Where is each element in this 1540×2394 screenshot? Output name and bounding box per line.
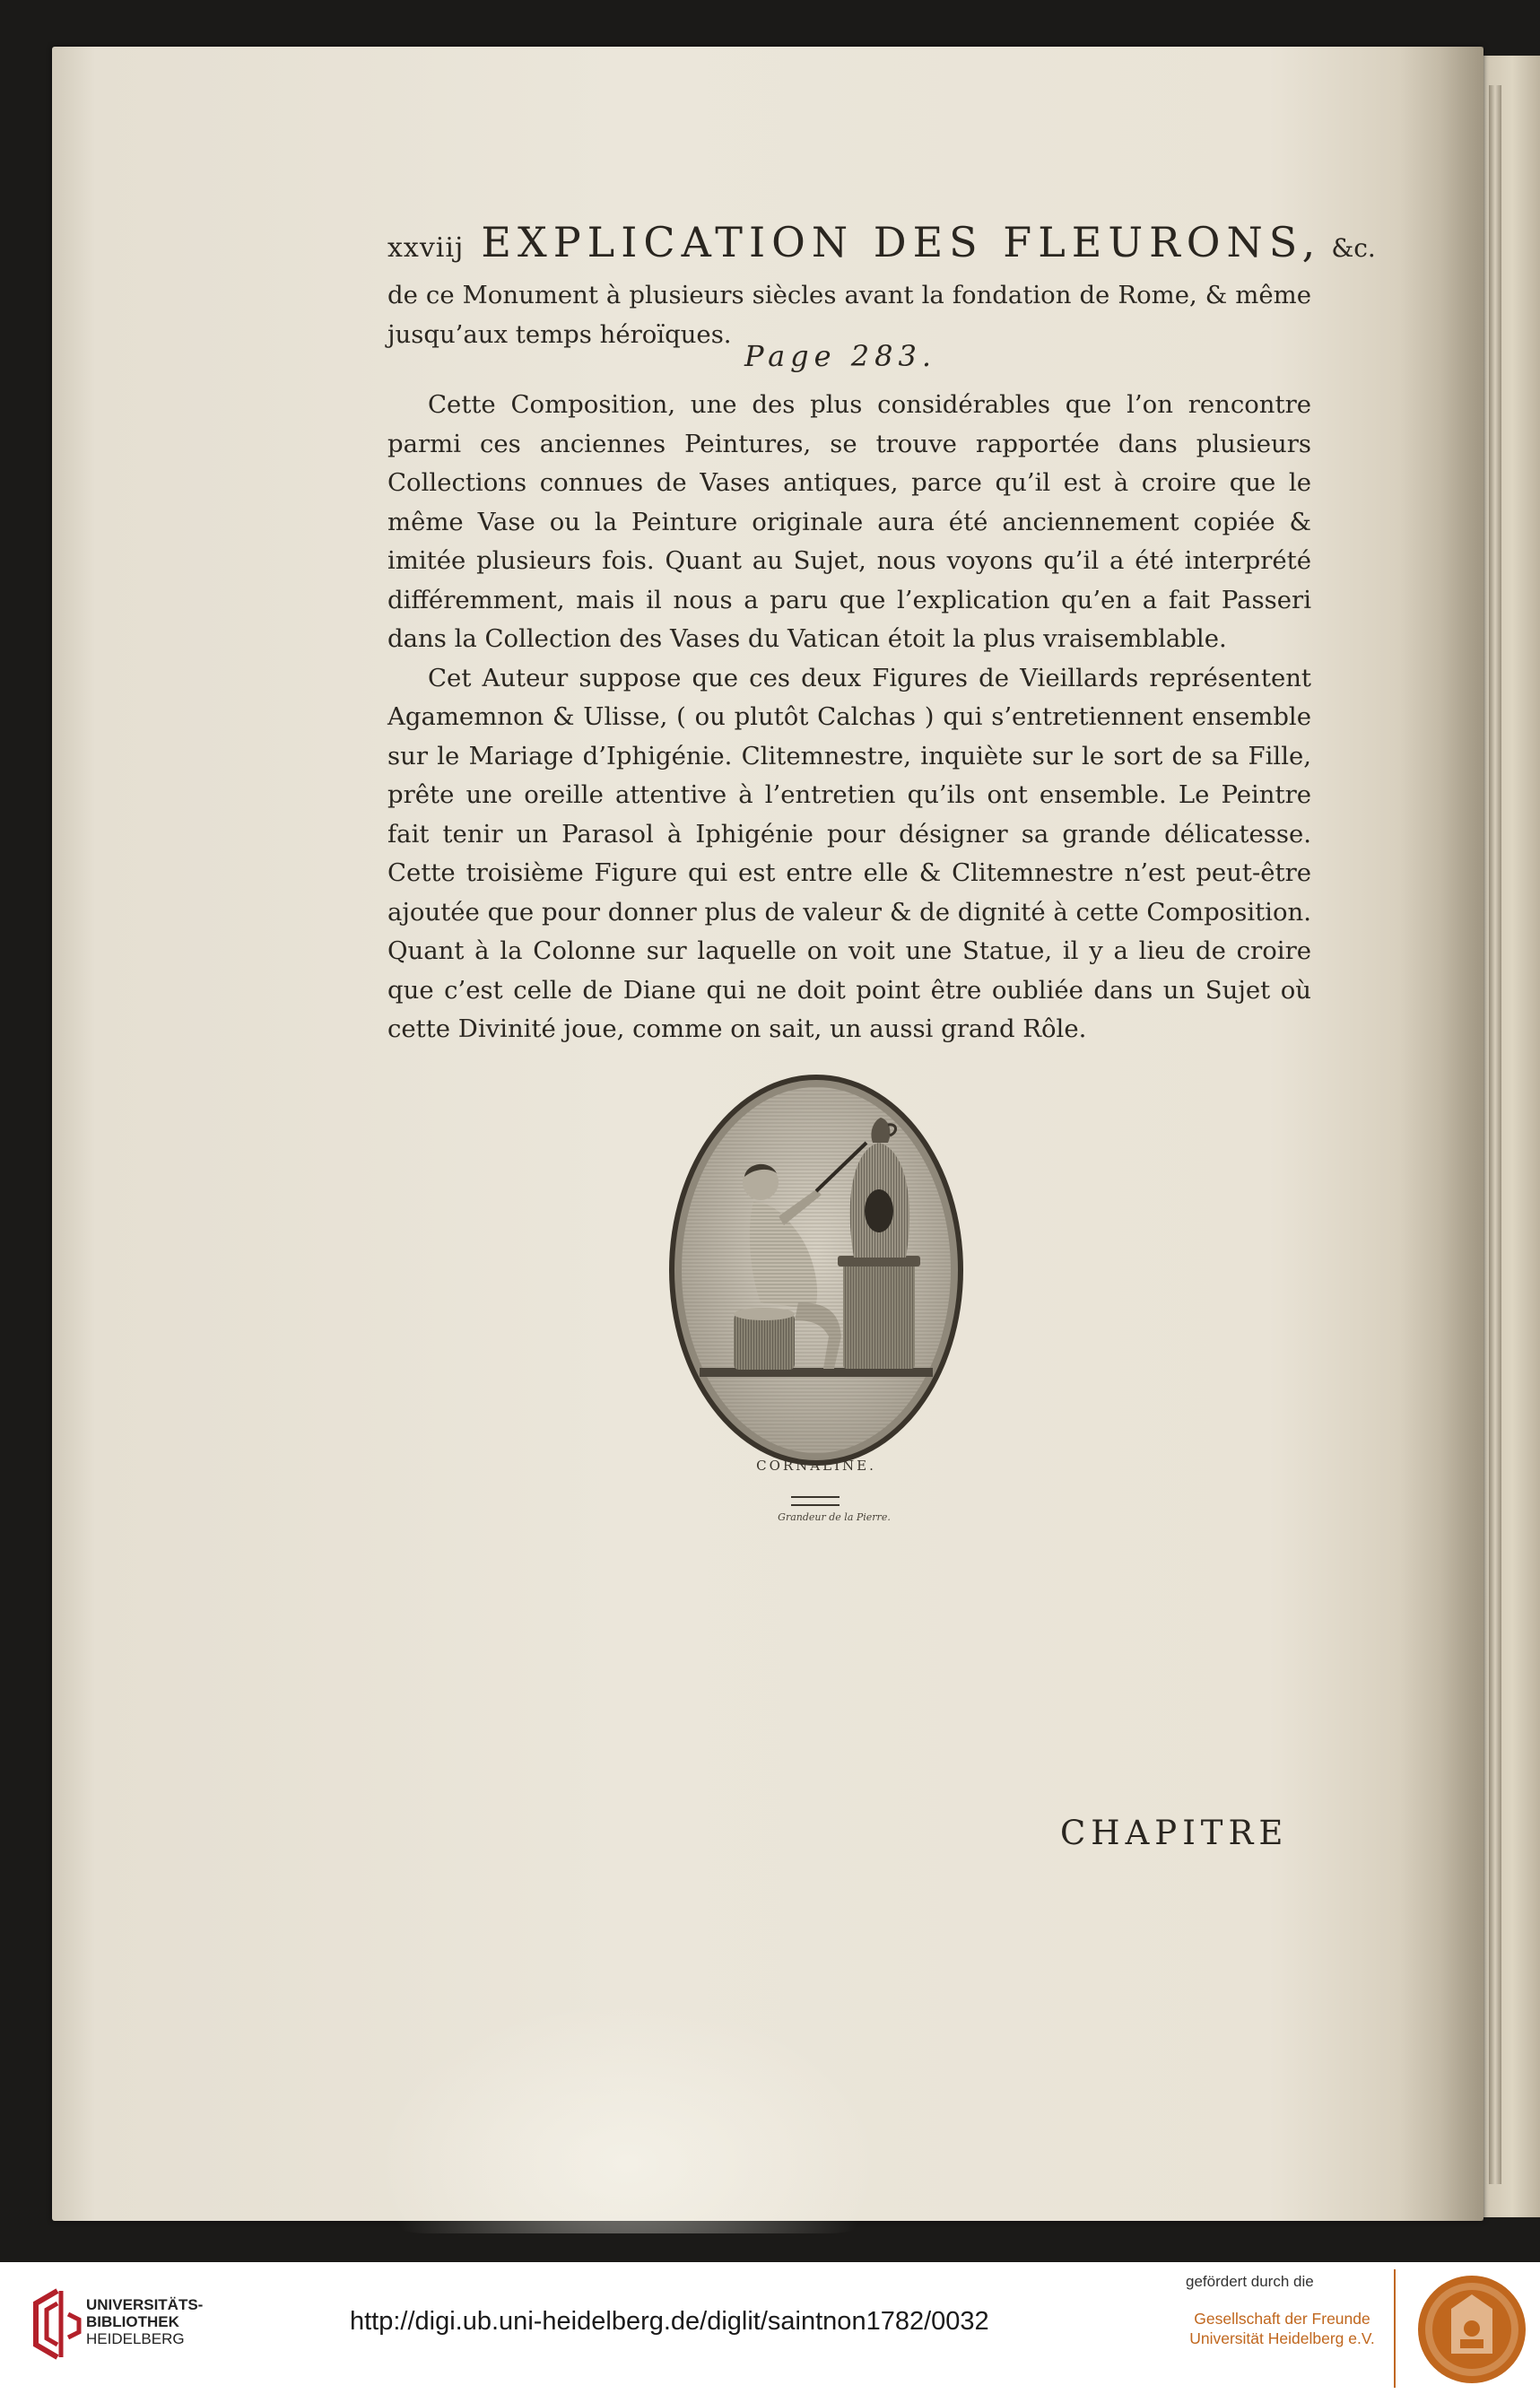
- cornaline-engraving: [664, 1067, 969, 1471]
- library-name-line1: UNIVERSITÄTS-: [86, 2296, 204, 2313]
- library-name-line2: BIBLIOTHEK: [86, 2313, 179, 2330]
- sponsor-line1: Gesellschaft der Freunde: [1194, 2310, 1370, 2328]
- facing-page-fold: [1489, 85, 1501, 2184]
- title-suffix: &c.: [1331, 233, 1376, 263]
- university-seal-icon: [1415, 2273, 1528, 2386]
- library-logo-icon: [30, 2287, 84, 2361]
- sponsor-intro: gefördert durch die: [1186, 2273, 1314, 2290]
- folio-number: xxviij: [387, 232, 465, 264]
- gem-illustration: [664, 1067, 969, 1471]
- page-title: EXPLICATION DES FLEURONS,: [481, 218, 1322, 266]
- library-name-line3: HEIDELBERG: [86, 2330, 185, 2347]
- sponsor-name: [1186, 2309, 1379, 2348]
- main-text: [387, 386, 1311, 1049]
- paragraph-1: Cette Composition, une des plus considérables que l’on rencontre parmi ces anciennes Peintures, se trouve rapportée dans plusieurs Collections connues de Vases antiques, parce qu’il est à croire que le même Vase ou la Peinture originale aura été anciennement copiée & imitée plusieurs fois. Quant au Sujet, nous voyons qu’il a été interprété différemment, mais il nous a paru que l’explication qu’en a fait Passeri dans la Collection des Vases du Vatican étoit la plus vraisemblable.: [387, 390, 1311, 653]
- sponsor-divider: [1394, 2269, 1396, 2388]
- permalink-url[interactable]: http://digi.ub.uni-heidelberg.de/diglit/saintnon1782/0032: [350, 2307, 989, 2336]
- engraving-caption: CORNALINE.: [756, 1458, 876, 1474]
- scale-bar: [791, 1496, 840, 1506]
- continuation-paragraph: de ce Monument à plusieurs siècles avant la fondation de Rome, & même jusqu’aux temps héroïques.: [387, 281, 1311, 349]
- engraving-note: Grandeur de la Pierre.: [778, 1511, 891, 1523]
- footer-bar: [0, 2262, 1540, 2394]
- sponsor-line2: Universität Heidelberg e.V.: [1189, 2329, 1375, 2347]
- library-name: [86, 2296, 203, 2347]
- page-header: [387, 218, 1376, 272]
- paragraph-2: Cet Auteur suppose que ces deux Figures de Vieillards représentent Agamemnon & Ulisse, ( ou plutôt Calchas ) qui s’entretiennent ensemble sur le Mariage d’Iphigénie. Clitemnestre, inquiète sur le sort de sa Fille, prête une oreille attentive à l’entretien qu’ils ont ensemble. Le Peintre fait tenir un Parasol à Iphigénie pour désigner sa grande délicatesse. Cette troisième Figure qui est entre elle & Clitemnestre n’est peut-être ajoutée que pour donner plus de valeur & de dignité à cette Composition. Quant à la Colonne sur laquelle on voit une Statue, il y a lieu de croire que c’est celle de Diane qui ne doit point être oubliée dans un Sujet où cette Divinité joue, comme on sait, un aussi grand Rôle.: [387, 663, 1311, 1043]
- page-reference: Page 283.: [744, 339, 937, 373]
- catchword: CHAPITRE: [1060, 1814, 1289, 1852]
